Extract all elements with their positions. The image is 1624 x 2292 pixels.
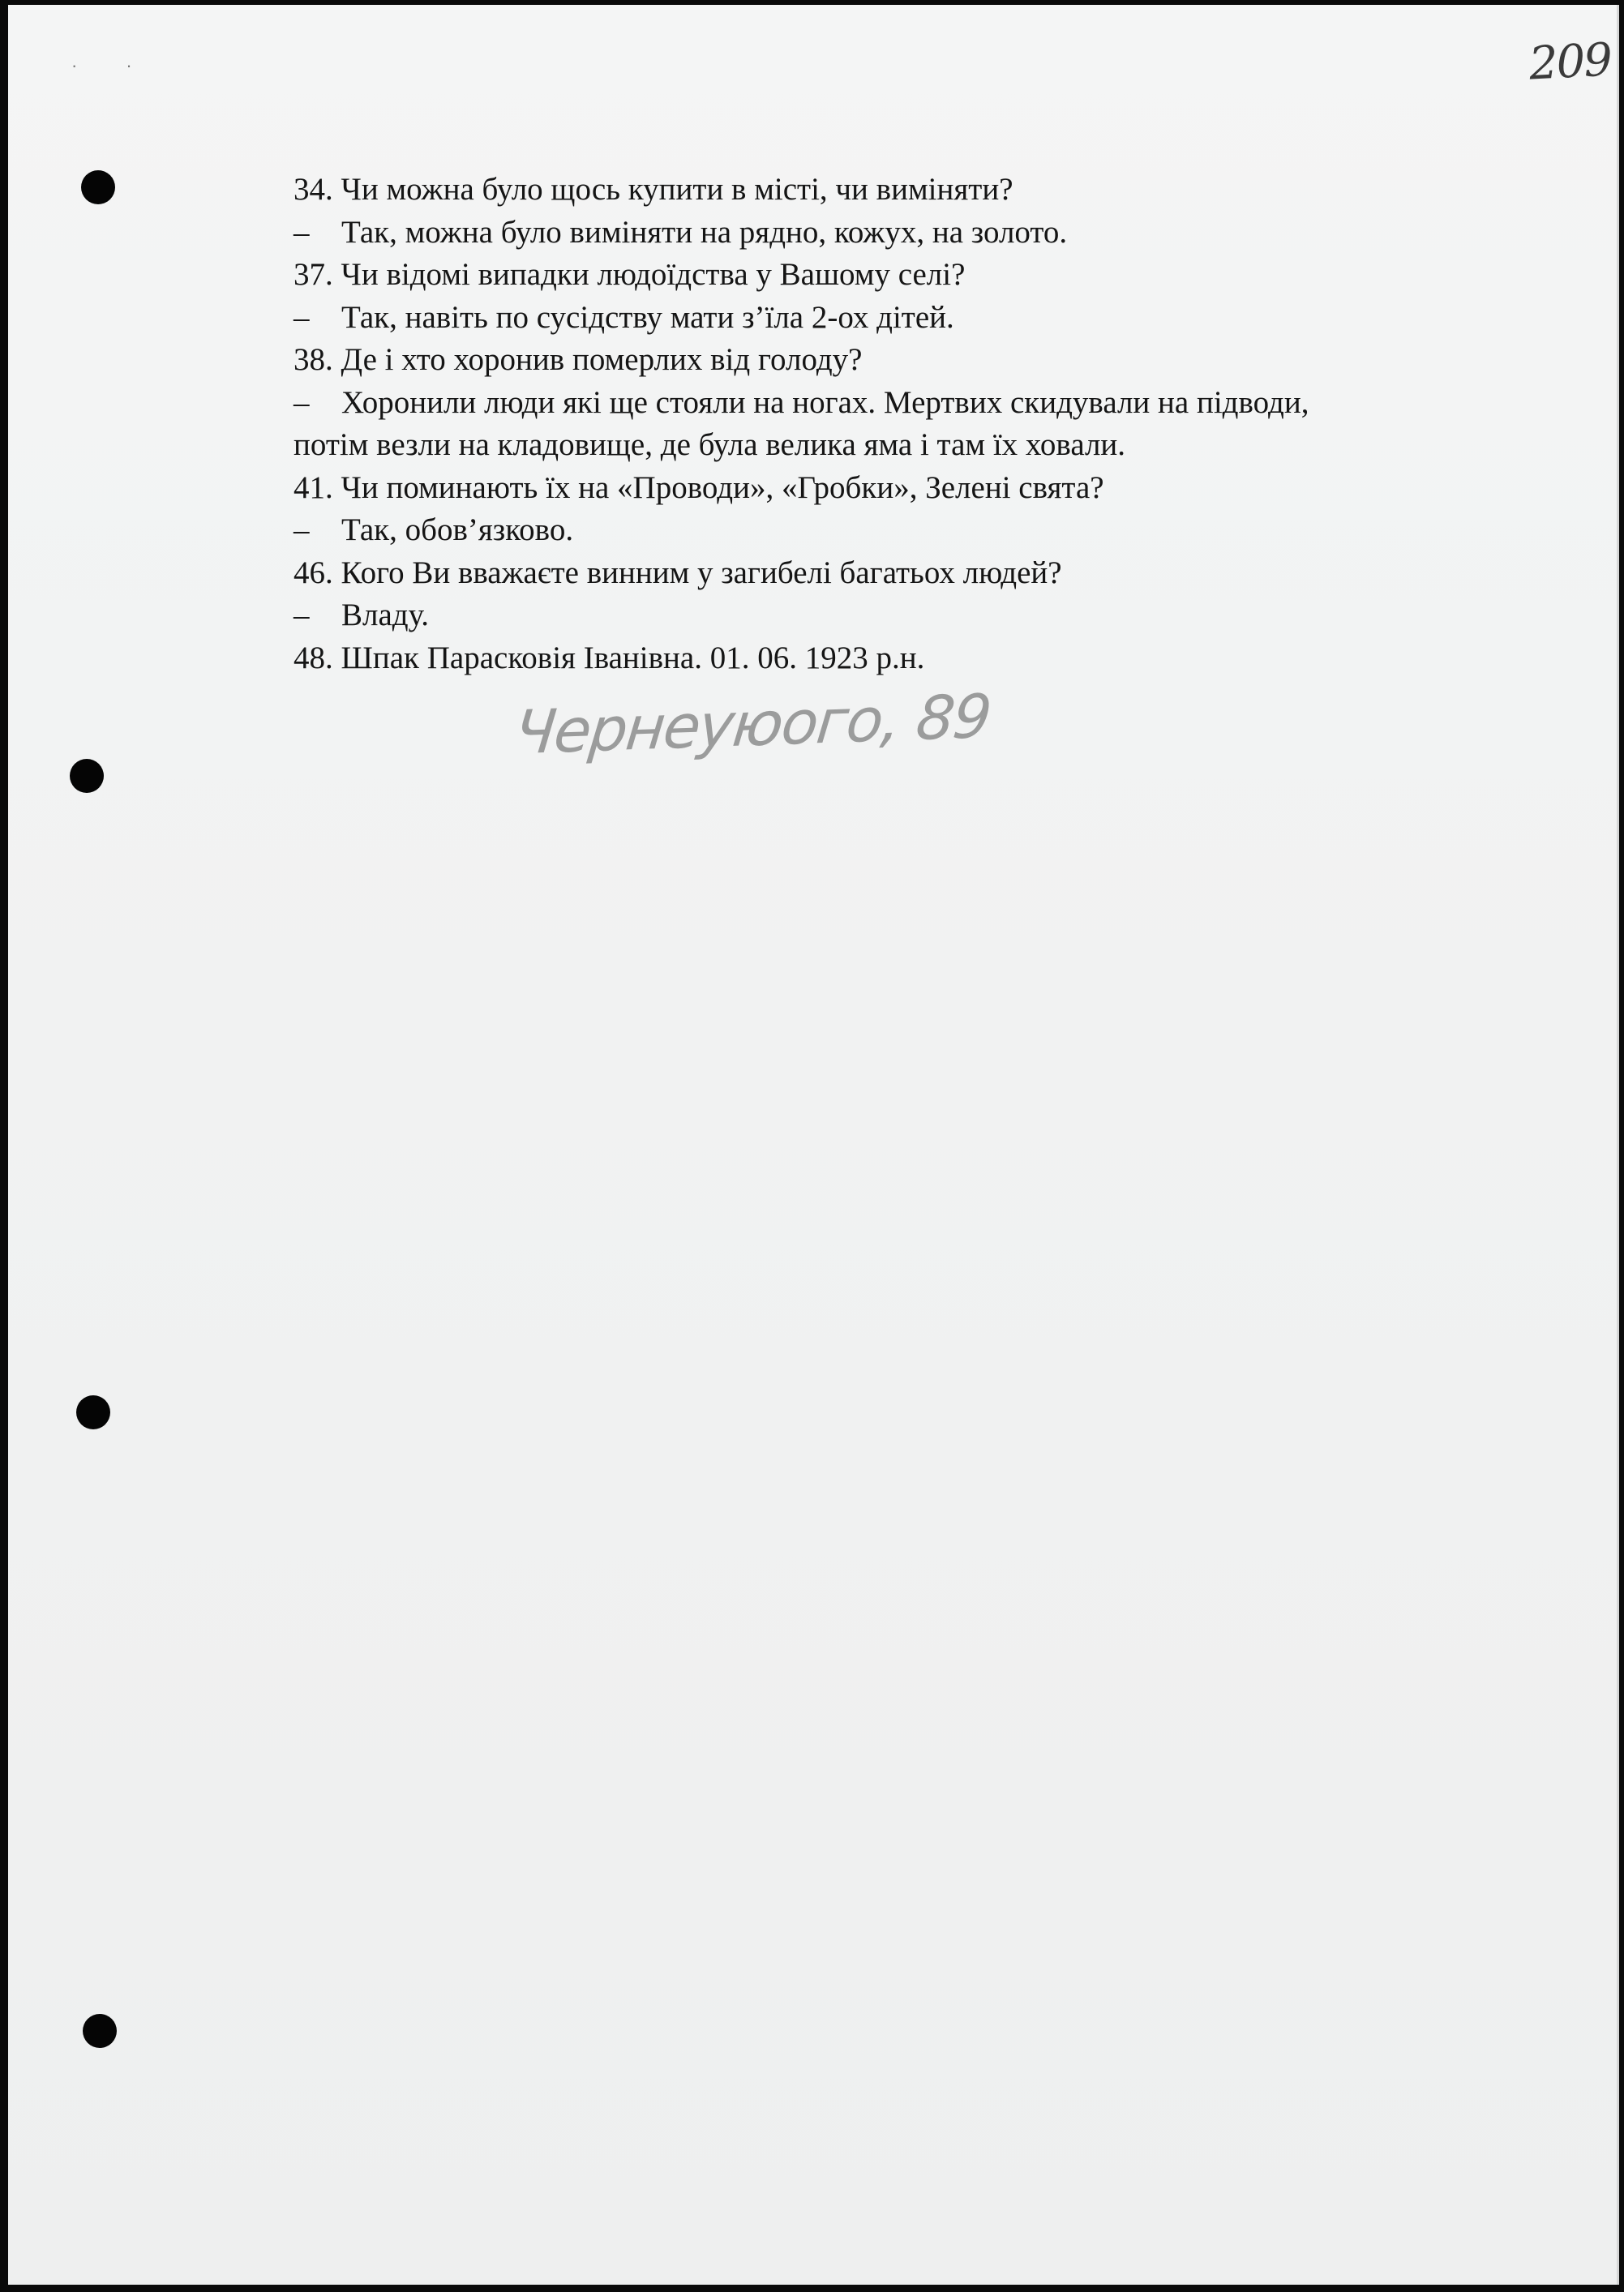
answer-dash: – (294, 512, 310, 547)
question-line: 34. Чи можна було щось купити в місті, чи виміняти? (294, 172, 1013, 207)
answer-dash: – (294, 598, 310, 632)
page-number-handwritten: 209 (1528, 33, 1613, 91)
punch-hole-3 (76, 1395, 110, 1429)
handwritten-pencil-note: Чернеуюого, 89 (511, 681, 994, 769)
question-line: 46. Кого Ви вважаєте винним у загибелі багатьох людей? (294, 555, 1062, 590)
answer-dash: – (294, 299, 310, 335)
interview-text (294, 169, 1526, 679)
answer-line: – Владу. (294, 594, 1526, 637)
answer-line: – Так, можна було виміняти на рядно, кожух, на золото. (294, 212, 1526, 255)
answer-continuation-line: потім везли на кладовище, де була велика яма і там їх ховали. (294, 427, 1126, 462)
paper-sheet (8, 5, 1619, 2285)
answer-line: – Так, обов’язково. (294, 509, 1526, 552)
punch-hole-1 (81, 170, 115, 204)
punch-hole-4 (83, 2014, 117, 2048)
respondent-line: 48. Шпак Парасковія Іванівна. 01. 06. 1923 р.н. (294, 640, 925, 675)
answer-dash: – (294, 214, 310, 250)
answer-line: – Так, навіть по сусідству мати з’їла 2-ох дітей. (294, 297, 1526, 340)
punch-hole-2 (70, 759, 104, 793)
question-line: 41. Чи поминають їх на «Проводи», «Гробки», Зелені свята? (294, 469, 1104, 505)
question-line: 37. Чи відомі випадки людоїдства у Вашому селі? (294, 257, 966, 292)
scan-specks: ·· (71, 55, 181, 75)
answer-line: – Хоронили люди які ще стояли на ногах. Мертвих скидували на підводи, (294, 382, 1526, 425)
answer-dash: – (294, 384, 310, 420)
question-line: 38. Де і хто хоронив померлих від голоду? (294, 342, 863, 377)
